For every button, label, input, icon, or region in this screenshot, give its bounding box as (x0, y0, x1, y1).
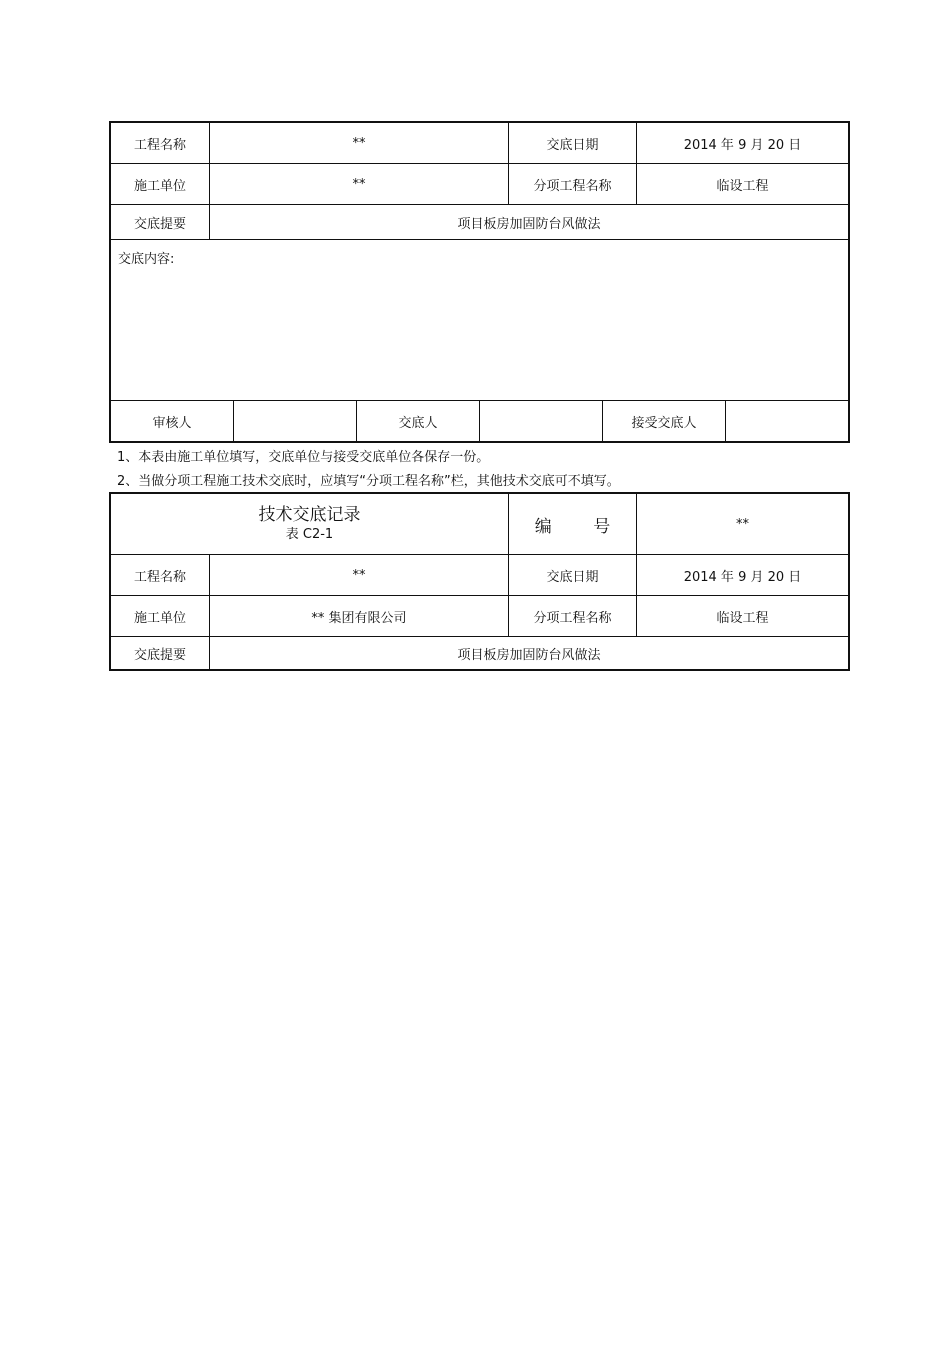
table-row (111, 637, 848, 669)
table-row (111, 555, 848, 596)
project-name-value: ** (210, 123, 509, 163)
content-label: 交底内容: (118, 252, 175, 267)
disclosure-date-value: 2014 年 9 月 20 日 (683, 137, 802, 153)
table-row (111, 205, 848, 240)
sub-project-value: 临设工程 (716, 610, 769, 626)
reviewer-label: 审核人 (111, 401, 234, 441)
discloser-value (480, 401, 603, 441)
table-row (111, 164, 848, 205)
construction-unit-value: ** (210, 164, 509, 204)
summary-label: 交底提要 (111, 205, 210, 239)
form-subtitle: 表 C2-1 (285, 527, 334, 542)
note-1: 1、本表由施工单位填写，交底单位与接受交底单位各保存一份。 (117, 450, 490, 465)
sub-project-value: 临设工程 (716, 178, 769, 194)
disclosure-table-bottom (109, 492, 850, 671)
summary-value: 项目板房加固防台风做法 (457, 647, 601, 663)
title-row (111, 494, 848, 555)
project-name-value: ** (210, 555, 509, 595)
sub-project-label: 分项工程名称 (509, 164, 637, 204)
table-row (111, 596, 848, 637)
receiver-label: 接受交底人 (603, 401, 726, 441)
disclosure-date-label: 交底日期 (509, 555, 637, 595)
signature-row (111, 401, 848, 441)
construction-unit-value: ** 集团有限公司 (210, 596, 509, 636)
reviewer-value (234, 401, 357, 441)
construction-unit-label: 施工单位 (111, 596, 210, 636)
project-name-label: 工程名称 (111, 123, 210, 163)
receiver-value (726, 401, 848, 441)
number-value: ** (736, 516, 749, 532)
disclosure-table-top (109, 121, 850, 443)
discloser-label: 交底人 (357, 401, 480, 441)
note-2: 2、当做分项工程施工技术交底时，应填写“分项工程名称”栏，其他技术交底可不填写。 (117, 474, 620, 489)
number-label: 编 号 (509, 494, 637, 554)
title-cell (111, 494, 509, 554)
construction-unit-label: 施工单位 (111, 164, 210, 204)
project-name-label: 工程名称 (111, 555, 210, 595)
disclosure-date-label: 交底日期 (509, 123, 637, 163)
summary-label: 交底提要 (111, 637, 210, 669)
sub-project-label: 分项工程名称 (509, 596, 637, 636)
table-row (111, 240, 848, 401)
table-row (111, 123, 848, 164)
disclosure-date-value: 2014 年 9 月 20 日 (683, 569, 802, 585)
summary-value: 项目板房加固防台风做法 (457, 216, 601, 232)
form-title: 技术交底记录 (258, 505, 361, 525)
